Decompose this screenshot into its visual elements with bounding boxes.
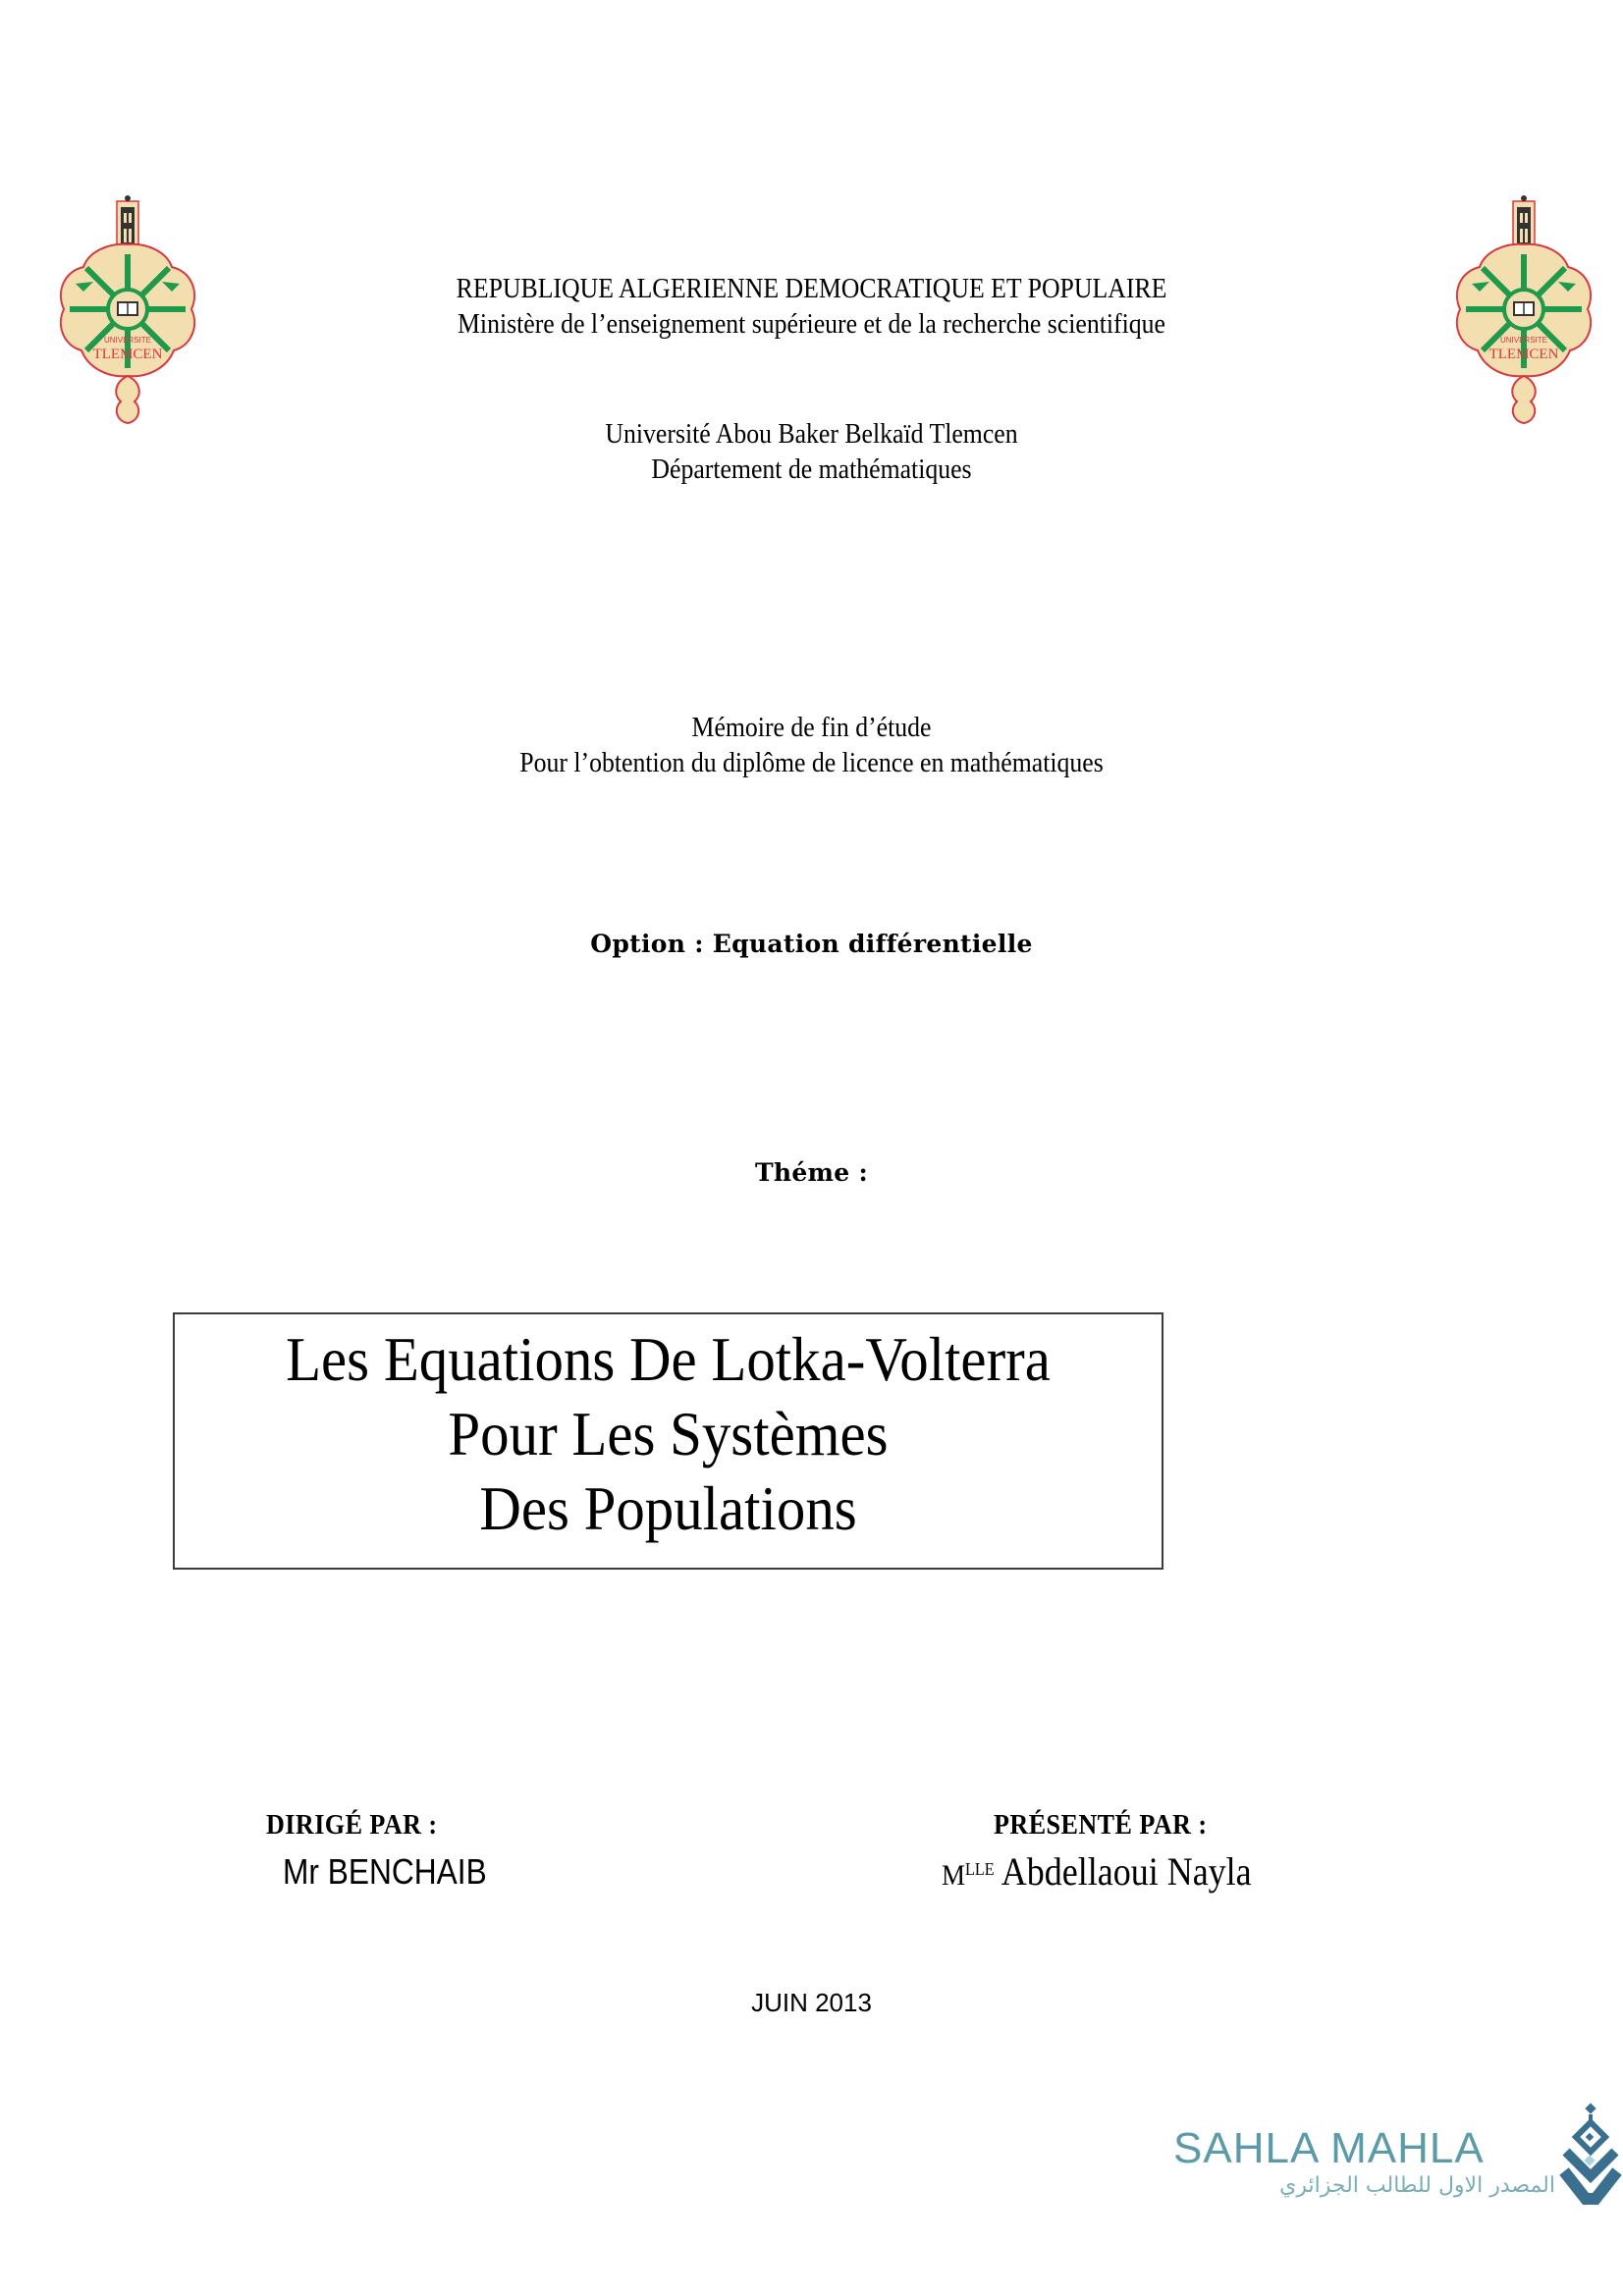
title-line-2: Pour Les Systèmes [448, 1399, 889, 1468]
memoire-description [65, 711, 1558, 781]
title-line-1: Les Equations De Lotka-Volterra [286, 1324, 1051, 1394]
svg-text:TLEMCEN: TLEMCEN [1488, 347, 1559, 362]
sahla-mahla-watermark [1173, 2110, 1615, 2209]
university-header [65, 417, 1558, 488]
government-header [65, 272, 1558, 343]
directed-by-label: DIRIGÉ PAR : [266, 1809, 438, 1841]
watermark-tagline: المصدر الاول للطالب الجزائري [1279, 2173, 1555, 2198]
thesis-title [214, 1322, 1122, 1546]
title-line-3: Des Populations [479, 1473, 857, 1543]
ministry-name: Ministère de l’enseignement supérieure et de la recherche scientifique [458, 309, 1165, 340]
director-name: Mr BENCHAIB [283, 1851, 487, 1892]
thesis-title-box [173, 1312, 1163, 1570]
university-name: Université Abou Baker Belkaïd Tlemcen [605, 419, 1018, 450]
svg-text:TLEMCEN: TLEMCEN [92, 347, 163, 362]
department-name: Département de mathématiques [651, 454, 972, 485]
title-prefix: M [942, 1859, 966, 1892]
title-superscript: LLE [965, 1859, 995, 1879]
sahla-mahla-emblem-icon [1556, 2103, 1623, 2211]
memoire-line-1: Mémoire de fin d’étude [691, 713, 932, 743]
student-title [942, 1859, 995, 1892]
memoire-line-2: Pour l’obtention du diplôme de licence en mathématiques [519, 748, 1104, 778]
presented-by-label: PRÉSENTÉ PAR : [994, 1809, 1208, 1841]
svg-text:UNIVERSITE: UNIVERSITE [103, 336, 152, 345]
submission-date: JUIN 2013 [751, 1988, 872, 2017]
svg-text:UNIVERSITE: UNIVERSITE [1499, 336, 1548, 345]
student-name: Abdellaoui Nayla [1001, 1849, 1252, 1894]
theme-label: Théme : [754, 1158, 869, 1187]
option-label: Option : Equation différentielle [590, 930, 1033, 958]
country-name: REPUBLIQUE ALGERIENNE DEMOCRATIQUE ET POPULAIRE [456, 274, 1167, 304]
watermark-brand: SAHLA MAHLA [1173, 2124, 1485, 2172]
student-name-block [942, 1848, 1252, 1895]
